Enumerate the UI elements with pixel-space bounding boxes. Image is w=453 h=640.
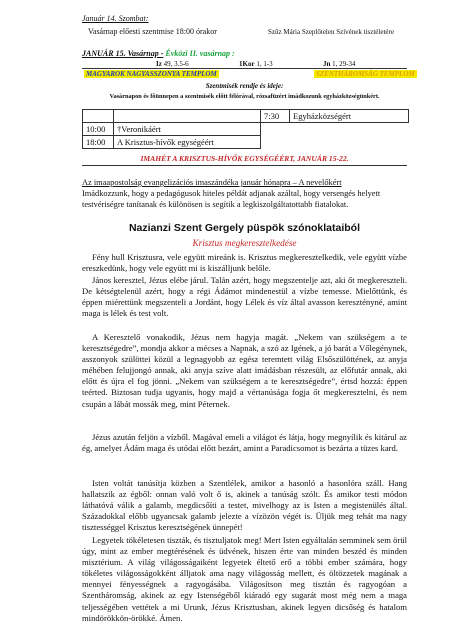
table-row xyxy=(83,136,409,149)
intention-text-line2: testvériségre tanítanak és különösen is segítik a legkiszolgáltatottabb fiatalokat. xyxy=(82,200,349,209)
intention-text-line1: Imádkozzunk, hogy a pedagógusok hiteles példát adjanak azáltal, hogy versengés helyett xyxy=(82,189,381,198)
church-right: SZENTHÁROMSÁG TEMPLOM xyxy=(316,70,415,78)
sermon-paragraph: Fény hull Krisztusra, vele együtt mireánk is. Krisztus megkeresztelkedik, vele együtt vízbe ereszkedünk, hogy vele együtt mi is kiszálljunk belőle. xyxy=(82,252,407,274)
sermon-paragraph: János keresztel, Jézus elébe járul. Talán azért, hogy megszentelje azt, aki őt megkereszteli. De kétségtelenül azért, hogy a régi Ádámot mindenestül a vízbe temesse. Mielőttünk, és éppen miérettünk megszenteli a Jordánt, hogy Lélek és víz által avasson keresztényné, amint maga is lélek és test volt. xyxy=(82,275,407,319)
sunday-season: Évközi II. vasárnap : xyxy=(165,49,235,58)
prayer-week-banner: IMAHÉT A KRISZTUS-HÍVŐK EGYSÉGÉÉRT, JANUÁR 15-22. xyxy=(140,154,349,163)
rules-title: Szentmisék rendje és ideje: xyxy=(205,82,284,90)
intention-cell: A Krisztus-hívők egységéért xyxy=(114,136,261,149)
rules-text: Vasárnapon és főünnepen a szentmisék előtt félórával, rózsafüzért imádkozunk egyházközségünkért. xyxy=(109,93,380,100)
intention-cell xyxy=(290,136,409,149)
sermon-title: Nazianzi Szent Gergely püspök szónoklataiból xyxy=(128,222,361,234)
intention-cell: Egyházközségért xyxy=(290,110,409,123)
reading-second: 1Kor 1, 1-3 xyxy=(239,60,273,68)
intention-cell: †Veronikáért xyxy=(114,123,261,136)
intention-title: Az imaapostolság evangelizációs imaszándéka január hónapra – A nevelőkért xyxy=(82,178,342,187)
sunday-date: JANUÁR 15. Vasárnap - xyxy=(82,49,164,58)
saturday-mass-line xyxy=(88,27,217,36)
time-cell xyxy=(261,136,290,149)
divider xyxy=(82,165,407,166)
reading-gospel: Jn 1, 29-34 xyxy=(323,60,356,68)
church-left: MAGYAROK NAGYASSZONYA TEMPLOM xyxy=(86,70,217,78)
time-cell: 7:30 xyxy=(261,110,290,123)
intention-cell xyxy=(290,123,409,136)
time-cell: 10:00 xyxy=(83,123,114,136)
sermon-paragraph: Isten voltát tanúsítja közben a Szentlélek, amikor a hasonló a hasonlóra száll. Hang hallatszik az égből: onnan való volt ő is, akinek a tanúság szólt. És amikor testi módon láthatóvá válik a galamb, megdicsőíti a testet, mivelhogy az is Isten a megistenülés által. Századokkal előbb ugyancsak galamb jelezte a vízözön végét is. Üljük meg tehát ma nagy tisztességgel Krisztus keresztségének ünnepét! xyxy=(82,478,407,533)
table-row xyxy=(83,110,409,123)
time-cell xyxy=(83,110,114,123)
sermon-paragraph: A Keresztelő vonakodik, Jézus nem hagyja magát. „Nekem van szükségem a te keresztségedre”, mondja akkor a mécses a Napnak, a szó az Igének, a jó barát a Vőlegénynek, asszonyok szülöttei közül a legnagyobb az egész teremtett világ Elsőszülöttének, az anyja méhében felujjongó annak, aki anyja szíve alatt imádásban részesült, az előfutár annak, aki előtt és újra el fog jönni. „Nekem van szükségem a te keresztségedre”, értsd hozzá: éppen teérted. Biztosan tudja ugyanis, hogy majd a vértanúsága fogja őt megkeresztelni, és nem csupán a lábát mossák meg, mint Péternek. xyxy=(82,332,407,409)
reading-first: Iz 49, 3.5-6 xyxy=(156,60,189,68)
saturday-mass-intention: Szűz Mária Szeplőtelen Szívének tisztéletére xyxy=(268,28,394,36)
mass-schedule-table xyxy=(82,109,409,149)
saturday-mass-text: Vasárnap előesti szentmise 18:00 órakor xyxy=(88,27,217,36)
sermon-paragraph: Legyetek tökéletesen tiszták, és tisztuljatok meg! Mert Isten egyáltalán semminek sem örül úgy, mint az ember megtérésének és üdvének, hiszen érte van minden beszéd és minden misztérium. A világ világosságaiként legyetek éltető erő a többi ember számára, hogy tökéletes világosságokként álljatok ama nagy világosság mellett, és öltözzetek magának a mennyei fényességnek a ragyogásába. Világosítson meg tisztán és ragyogóan a Szentháromság, akinek az egy Istenségéből kiáradó egy sugarát most még nem a maga teljességében vettétek a mi Urunk, Jézus Krisztusban, akinek legyen dicsőség és hatalom mindörökkön-örökké. Ámen. xyxy=(82,535,407,623)
intention-cell xyxy=(114,110,261,123)
sermon-subtitle: Krisztus megkeresztelkedése xyxy=(192,238,297,248)
sermon-paragraph: Jézus azután feljön a vízből. Magával emeli a világot és látja, hogy megnyílik és kitárul az ég, amelyet Ádám maga és utódai előtt bezárt, amint a Paradicsomot is bezárta a tüzes kard. xyxy=(82,432,407,454)
saturday-heading: Január 14. Szombat: xyxy=(82,14,149,23)
time-cell: 18:00 xyxy=(83,136,114,149)
sunday-heading xyxy=(82,49,235,58)
time-cell xyxy=(261,123,290,136)
divider xyxy=(82,68,407,69)
table-row xyxy=(83,123,409,136)
